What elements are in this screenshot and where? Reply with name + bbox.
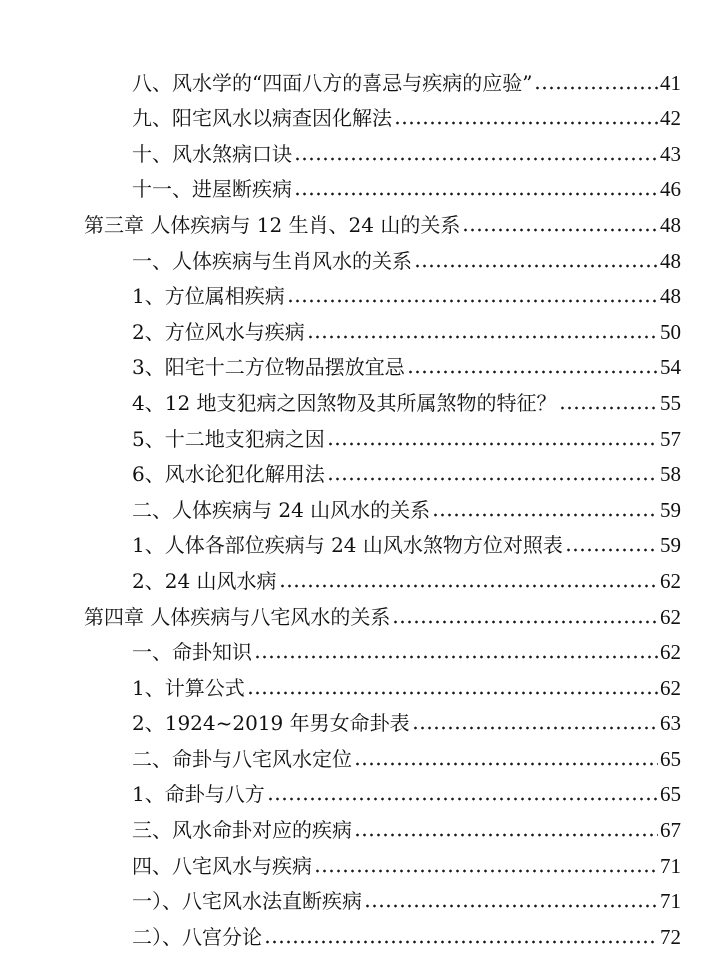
toc-entry-title: 1、方位属相疾病 xyxy=(132,284,285,309)
toc-section-entry xyxy=(0,879,727,915)
toc-entry-page-number: 48 xyxy=(660,284,681,309)
toc-section-entry xyxy=(0,96,727,132)
dot-leader xyxy=(267,797,658,801)
toc-entry-title: 一、人体疾病与生肖风水的关系 xyxy=(132,248,412,273)
toc-entry-page-number: 62 xyxy=(660,604,681,629)
toc-entry-page-number: 42 xyxy=(660,106,681,131)
clipped-text-line xyxy=(84,946,684,957)
toc-entry-page-number: 50 xyxy=(660,319,681,344)
toc-entry-page-number: 67 xyxy=(660,818,681,843)
dot-leader xyxy=(364,904,658,908)
toc-section-entry xyxy=(0,131,727,167)
dot-leader xyxy=(264,940,658,944)
toc-entry-page-number: 57 xyxy=(660,426,681,451)
toc-entry-title: 1、人体各部位疾病与 24 山风水煞物方位对照表 xyxy=(132,533,563,558)
toc-entry-page-number: 59 xyxy=(660,533,681,558)
toc-section-entry xyxy=(0,309,727,345)
dot-leader xyxy=(327,442,658,446)
dot-leader xyxy=(354,833,658,837)
toc-entry-title: 4、12 地支犯病之因煞物及其所属煞物的特征？ xyxy=(132,390,557,415)
toc-section-entry xyxy=(0,630,727,666)
toc-entry-page-number: 72 xyxy=(660,924,681,949)
dot-leader xyxy=(559,406,658,410)
toc-entry-title: 2、1924~2019 年男女命卦表 xyxy=(132,711,410,736)
toc-entry-page-number: 63 xyxy=(660,711,681,736)
toc-section-entry xyxy=(0,736,727,772)
toc-entry-title: 十、风水煞病口诀 xyxy=(132,141,292,166)
toc-section-entry xyxy=(0,843,727,879)
toc-section-entry xyxy=(0,807,727,843)
toc-section-entry xyxy=(0,238,727,274)
toc-section-entry xyxy=(0,416,727,452)
toc-entry-page-number: 59 xyxy=(660,497,681,522)
toc-entry-title: 八、风水学的“四面八方的喜忌与疾病的应验” xyxy=(132,70,533,95)
toc-entry-title: 九、阳宅风水以病查因化解法 xyxy=(132,106,392,131)
dot-leader xyxy=(294,157,658,161)
dot-leader xyxy=(307,335,658,339)
toc-entry-title: 1、计算公式 xyxy=(132,675,245,700)
dot-leader xyxy=(565,548,658,552)
dot-leader xyxy=(394,121,658,125)
toc-section-entry xyxy=(0,701,727,737)
toc-entry-title: 一）、八宅风水法直断疾病 xyxy=(132,889,362,914)
toc-section-entry xyxy=(0,665,727,701)
toc-section-entry xyxy=(0,558,727,594)
toc-entry-title: 二）、八宫分论 xyxy=(132,924,262,949)
toc-entry-page-number: 62 xyxy=(660,675,681,700)
dot-leader xyxy=(392,620,658,624)
toc-section-entry xyxy=(0,452,727,488)
toc-entry-title: 一、命卦知识 xyxy=(132,640,252,665)
toc-chapter-entry xyxy=(0,202,727,238)
dot-leader xyxy=(432,513,658,517)
toc-entry-title: 四、八宅风水与疾病 xyxy=(132,853,312,878)
toc-entry-title: 二、命卦与八宅风水定位 xyxy=(132,746,352,771)
toc-entry-title: 十一、进屋断疾病 xyxy=(132,177,292,202)
toc-entry-title: 2、方位风水与疾病 xyxy=(132,319,305,344)
dot-leader xyxy=(294,192,658,196)
toc-section-entry xyxy=(0,523,727,559)
toc-entry-title: 二、人体疾病与 24 山风水的关系 xyxy=(132,497,431,522)
toc-entry-page-number: 65 xyxy=(660,782,681,807)
toc-section-entry xyxy=(0,167,727,203)
toc-entry-page-number: 54 xyxy=(660,355,681,380)
toc-entry-page-number: 41 xyxy=(660,70,681,95)
dot-leader xyxy=(327,477,658,481)
toc-entry-title: 第三章 人体疾病与 12 生肖、24 山的关系 xyxy=(84,212,461,237)
dot-leader xyxy=(314,869,658,873)
dot-leader xyxy=(287,299,658,303)
toc-section-entry xyxy=(0,914,727,950)
toc-entry-page-number: 58 xyxy=(660,462,681,487)
toc-chapter-entry xyxy=(0,594,727,630)
toc-entry-page-number: 48 xyxy=(660,248,681,273)
toc-entry-title: 1、命卦与八方 xyxy=(132,782,265,807)
toc-entry-title: 3、阳宅十二方位物品摆放宜忌 xyxy=(132,355,405,380)
toc-entry-title: 6、风水论犯化解用法 xyxy=(132,462,325,487)
dot-leader xyxy=(254,655,658,659)
dot-leader xyxy=(412,726,658,730)
toc-entry-page-number: 48 xyxy=(660,212,681,237)
toc-entry-page-number: 55 xyxy=(660,390,681,415)
toc-entry-title: 5、十二地支犯病之因 xyxy=(132,426,325,451)
toc-section-entry xyxy=(0,60,727,96)
toc-entry-page-number: 71 xyxy=(660,853,681,878)
toc-section-entry xyxy=(0,345,727,381)
dot-leader xyxy=(279,584,658,588)
toc-entry-page-number: 43 xyxy=(660,141,681,166)
dot-leader xyxy=(407,370,658,374)
toc-entry-page-number: 46 xyxy=(660,177,681,202)
toc-entry-page-number: 62 xyxy=(660,640,681,665)
toc-section-entry xyxy=(0,772,727,808)
dot-leader xyxy=(462,228,658,232)
dot-leader xyxy=(534,86,658,90)
toc-section-entry xyxy=(0,487,727,523)
toc-entry-page-number: 65 xyxy=(660,746,681,771)
toc-section-entry xyxy=(0,380,727,416)
dot-leader xyxy=(354,762,658,766)
toc-entry-title: 三、风水命卦对应的疾病 xyxy=(132,818,352,843)
toc-entry-title: 2、24 山风水病 xyxy=(132,568,277,593)
toc-entry-page-number: 62 xyxy=(660,568,681,593)
toc-entry-title: 第四章 人体疾病与八宅风水的关系 xyxy=(84,604,391,629)
dot-leader xyxy=(247,691,658,695)
toc-section-entry xyxy=(0,274,727,310)
table-of-contents xyxy=(0,60,727,950)
toc-entry-page-number: 71 xyxy=(660,889,681,914)
dot-leader xyxy=(414,264,658,268)
